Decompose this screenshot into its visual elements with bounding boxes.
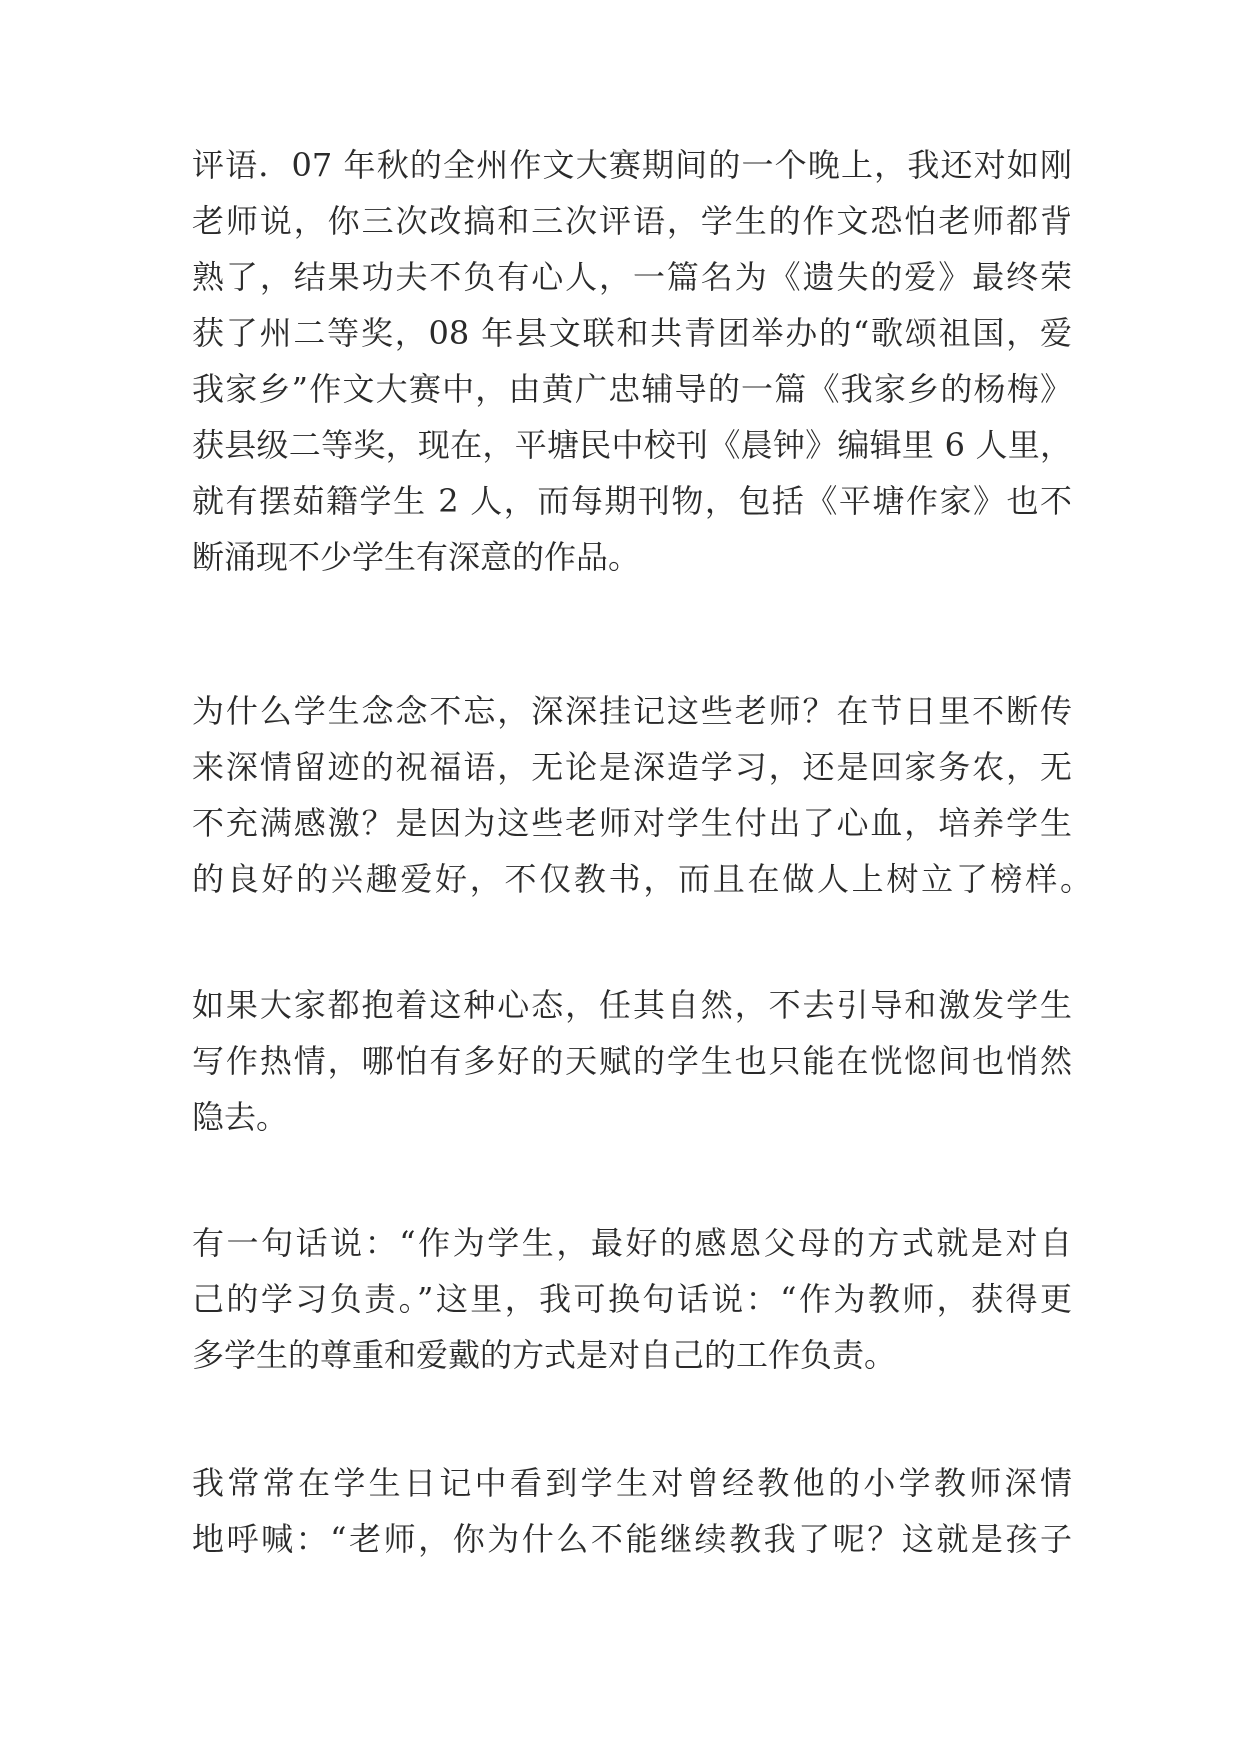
text-line: 如果大家都抱着这种心态，任其自然，不去引导和激发学生 [192,986,1072,1024]
text-line: 我常常在学生日记中看到学生对曾经教他的小学教师深情 [192,1464,1072,1502]
text-line: 的良好的兴趣爱好，不仅教书，而且在做人上树立了榜样。 [192,860,1092,898]
text-line: 熟了，结果功夫不负有心人，一篇名为《遗失的爱》最终荣 [192,258,1072,296]
text-line: 评语．07 年秋的全州作文大赛期间的一个晚上，我还对如刚 [192,146,1072,184]
text-line: 地呼喊：“老师，你为什么不能继续教我了呢？这就是孩子 [192,1520,1072,1558]
text-line: 不充满感激？是因为这些老师对学生付出了心血，培养学生 [192,804,1072,842]
text-line: 断涌现不少学生有深意的作品。 [192,538,641,576]
text-line: 隐去。 [192,1098,289,1136]
text-line: 我家乡”作文大赛中，由黄广忠辅导的一篇《我家乡的杨梅》 [192,370,1072,408]
text-line: 获县级二等奖，现在，平塘民中校刊《晨钟》编辑里 6 人里， [192,426,1072,464]
text-line: 老师说，你三次改搞和三次评语，学生的作文恐怕老师都背 [192,202,1072,240]
text-line: 就有摆茹籍学生 2 人，而每期刊物，包括《平塘作家》也不 [192,482,1072,520]
text-line: 多学生的尊重和爱戴的方式是对自己的工作负责。 [192,1336,897,1374]
text-line: 己的学习负责。”这里，我可换句话说：“作为教师，获得更 [192,1280,1072,1318]
text-line: 写作热情，哪怕有多好的天赋的学生也只能在恍惚间也悄然 [192,1042,1072,1080]
text-line: 有一句话说：“作为学生，最好的感恩父母的方式就是对自 [192,1224,1072,1262]
text-line: 为什么学生念念不忘，深深挂记这些老师？在节日里不断传 [192,692,1072,730]
text-line: 来深情留迹的祝福语，无论是深造学习，还是回家务农，无 [192,748,1072,786]
text-line: 获了州二等奖，08 年县文联和共青团举办的“歌颂祖国，爱 [192,314,1072,352]
